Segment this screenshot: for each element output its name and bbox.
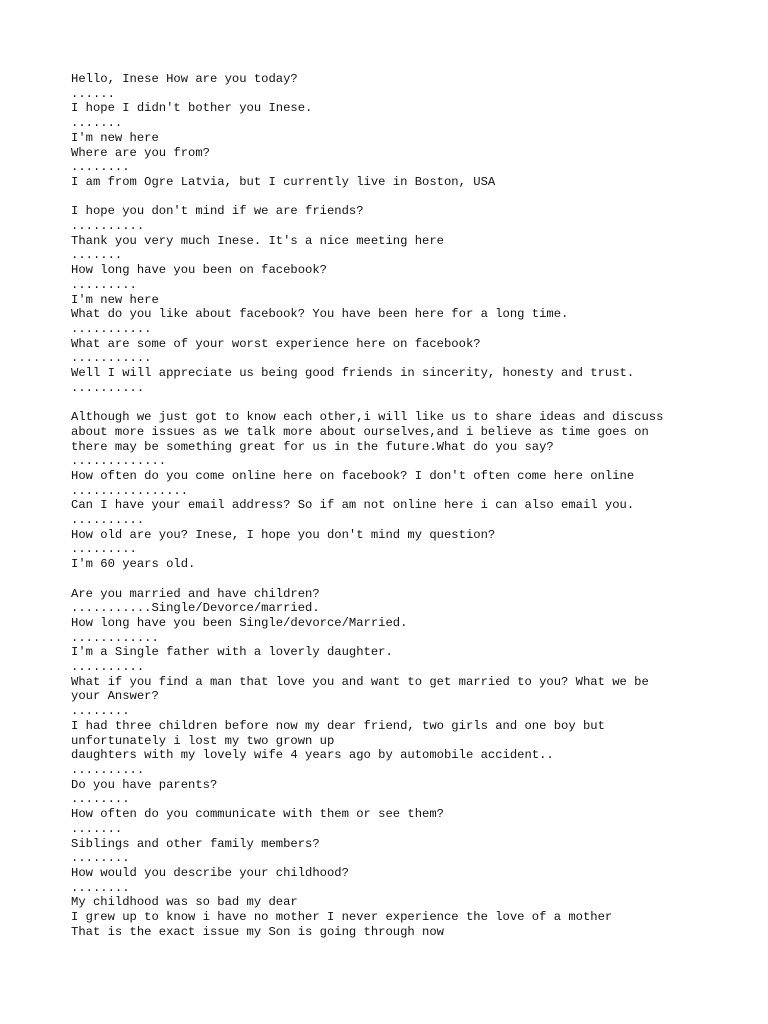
text-line: Siblings and other family members? xyxy=(71,836,320,851)
text-line: Where are you from? xyxy=(71,145,210,160)
text-line: about more issues as we talk more about ourselves,and i believe as time goes on xyxy=(71,424,649,439)
text-line: I'm new here xyxy=(71,130,159,145)
text-line: there may be something great for us in the future.What do you say? xyxy=(71,439,554,454)
text-line: .......... xyxy=(71,660,145,675)
text-line: ........ xyxy=(71,160,130,175)
text-line: ...........Single/Devorce/married. xyxy=(71,601,320,616)
text-line: I'm new here xyxy=(71,292,159,307)
text-line: .......... xyxy=(71,380,145,395)
text-line: How often do you communicate with them or see them? xyxy=(71,807,444,822)
text-line: Thank you very much Inese. It's a nice meeting here xyxy=(71,233,444,248)
text-line: ....... xyxy=(71,116,123,131)
blank-line xyxy=(71,395,751,410)
text-line: .......... xyxy=(71,763,145,777)
text-line: ......... xyxy=(71,277,137,292)
blank-line xyxy=(71,572,751,587)
text-line: ........ xyxy=(71,704,130,719)
text-line: What if you find a man that love you and want to get married to you? What we be xyxy=(71,674,649,689)
text-line: ........... xyxy=(71,351,152,366)
text-line: ....... xyxy=(71,248,123,263)
text-line: I had three children before now my dear friend, two girls and one boy but xyxy=(71,718,605,733)
text-line: ................ xyxy=(71,483,189,498)
text-line: ........ xyxy=(71,880,130,895)
text-line: I am from Ogre Latvia, but I currently live in Boston, USA xyxy=(71,174,496,189)
blank-line xyxy=(71,190,751,205)
document-body xyxy=(71,72,751,939)
text-line: Hello, Inese How are you today? xyxy=(71,72,298,86)
text-line: your Answer? xyxy=(71,689,159,704)
text-line: I hope I didn't bother you Inese. xyxy=(71,101,313,116)
text-line: How old are you? Inese, I hope you don't mind my question? xyxy=(71,527,496,542)
text-line: Well I will appreciate us being good friends in sincerity, honesty and trust. xyxy=(71,366,635,381)
text-line: daughters with my lovely wife 4 years ago by automobile accident.. xyxy=(71,748,554,763)
text-line: How would you describe your childhood? xyxy=(71,865,349,880)
text-line: ............. xyxy=(71,454,167,469)
text-line: .......... xyxy=(71,219,145,234)
text-line: That is the exact issue my Son is going through now xyxy=(71,924,444,939)
text-line: unfortunately i lost my two grown up xyxy=(71,733,335,748)
text-line: I'm a Single father with a loverly daughter. xyxy=(71,645,393,660)
text-line: I grew up to know i have no mother I never experience the love of a mother xyxy=(71,910,613,925)
text-line: Are you married and have children? xyxy=(71,586,320,601)
text-line: Do you have parents? xyxy=(71,777,218,792)
text-line: ........ xyxy=(71,851,130,866)
text-line: ....... xyxy=(71,821,123,836)
text-line: ........ xyxy=(71,792,130,807)
text-line: How long have you been on facebook? xyxy=(71,263,327,278)
text-line: Can I have your email address? So if am not online here i can also email you. xyxy=(71,498,635,513)
text-line: What do you like about facebook? You have been here for a long time. xyxy=(71,307,569,322)
text-line: How often do you come online here on facebook? I don't often come here online xyxy=(71,468,635,483)
text-line: .......... xyxy=(71,513,145,528)
text-line: ............ xyxy=(71,630,159,645)
text-line: My childhood was so bad my dear xyxy=(71,895,298,910)
text-line: Although we just got to know each other,i will like us to share ideas and discuss xyxy=(71,410,664,425)
text-line: What are some of your worst experience here on facebook? xyxy=(71,336,481,351)
text-line: How long have you been Single/devorce/Married. xyxy=(71,615,408,630)
text-line: ........... xyxy=(71,321,152,336)
text-line: ......... xyxy=(71,542,137,557)
text-line: I hope you don't mind if we are friends? xyxy=(71,204,364,219)
text-line: I'm 60 years old. xyxy=(71,557,196,572)
text-line: ...... xyxy=(71,86,115,101)
